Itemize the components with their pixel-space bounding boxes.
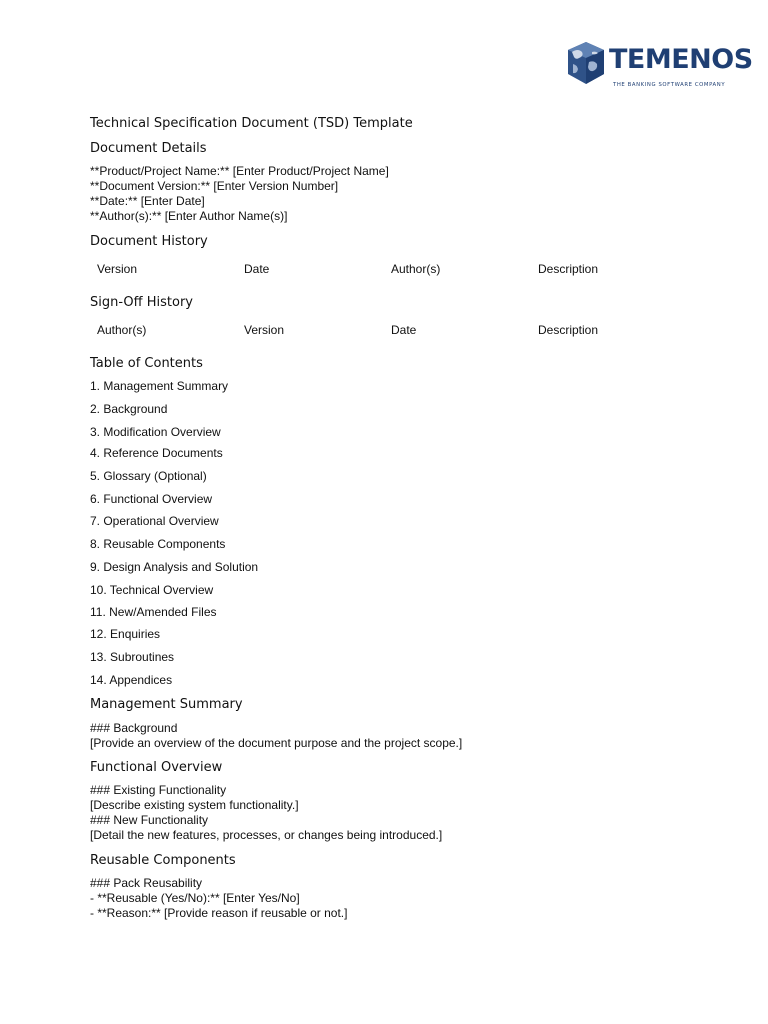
toc-item: 14. Appendices xyxy=(90,673,173,687)
toc-item: 5. Glossary (Optional) xyxy=(90,469,207,483)
toc-item: 11. New/Amended Files xyxy=(90,605,217,619)
reusable-components-line: - **Reusable (Yes/No):** [Enter Yes/No] xyxy=(90,891,300,905)
logo-tagline: THE BANKING SOFTWARE COMPANY xyxy=(613,82,726,88)
table-header-cell: Version xyxy=(244,323,285,337)
reusable-components-heading: Reusable Components xyxy=(90,853,236,868)
logo-wordmark: TEMENOS xyxy=(609,44,753,75)
toc-item: 7. Operational Overview xyxy=(90,514,219,528)
management-summary-line: [Provide an overview of the document purpose and the project scope.] xyxy=(90,736,463,750)
toc-item: 6. Functional Overview xyxy=(90,492,213,506)
detail-line-authors: **Author(s):** [Enter Author Name(s)] xyxy=(90,209,288,223)
functional-overview-line: [Detail the new features, processes, or changes being introduced.] xyxy=(90,828,443,842)
table-header-cell: Date xyxy=(391,323,417,337)
temenos-logo xyxy=(566,40,753,92)
reusable-components-line: ### Pack Reusability xyxy=(90,876,203,890)
reusable-components-line: - **Reason:** [Provide reason if reusable or not.] xyxy=(90,906,348,920)
toc-item: 12. Enquiries xyxy=(90,627,161,641)
detail-line-version: **Document Version:** [Enter Version Number] xyxy=(90,179,339,193)
document-title: Technical Specification Document (TSD) Template xyxy=(90,116,413,131)
toc-item: 3. Modification Overview xyxy=(90,425,221,439)
management-summary-heading: Management Summary xyxy=(90,697,243,712)
toc-item: 8. Reusable Components xyxy=(90,537,226,551)
management-summary-line: ### Background xyxy=(90,721,178,735)
toc-item: 1. Management Summary xyxy=(90,379,229,393)
toc-heading: Table of Contents xyxy=(90,356,203,371)
functional-overview-heading: Functional Overview xyxy=(90,760,223,775)
table-header-cell: Author(s) xyxy=(97,323,147,337)
detail-line-product: **Product/Project Name:** [Enter Product/Project Name] xyxy=(90,164,389,178)
cube-globe-icon xyxy=(566,40,606,90)
toc-item: 10. Technical Overview xyxy=(90,583,214,597)
toc-item: 4. Reference Documents xyxy=(90,446,223,460)
document-details-heading: Document Details xyxy=(90,141,207,156)
table-header-cell: Description xyxy=(538,262,599,276)
functional-overview-line: ### New Functionality xyxy=(90,813,209,827)
toc-item: 2. Background xyxy=(90,402,168,416)
functional-overview-line: [Describe existing system functionality.] xyxy=(90,798,299,812)
toc-item: 9. Design Analysis and Solution xyxy=(90,560,259,574)
detail-line-date: **Date:** [Enter Date] xyxy=(90,194,205,208)
document-history-heading: Document History xyxy=(90,234,208,249)
table-header-cell: Version xyxy=(97,262,138,276)
table-header-cell: Date xyxy=(244,262,270,276)
table-header-cell: Author(s) xyxy=(391,262,441,276)
functional-overview-line: ### Existing Functionality xyxy=(90,783,227,797)
toc-item: 13. Subroutines xyxy=(90,650,175,664)
signoff-history-heading: Sign-Off History xyxy=(90,295,193,310)
table-header-cell: Description xyxy=(538,323,599,337)
